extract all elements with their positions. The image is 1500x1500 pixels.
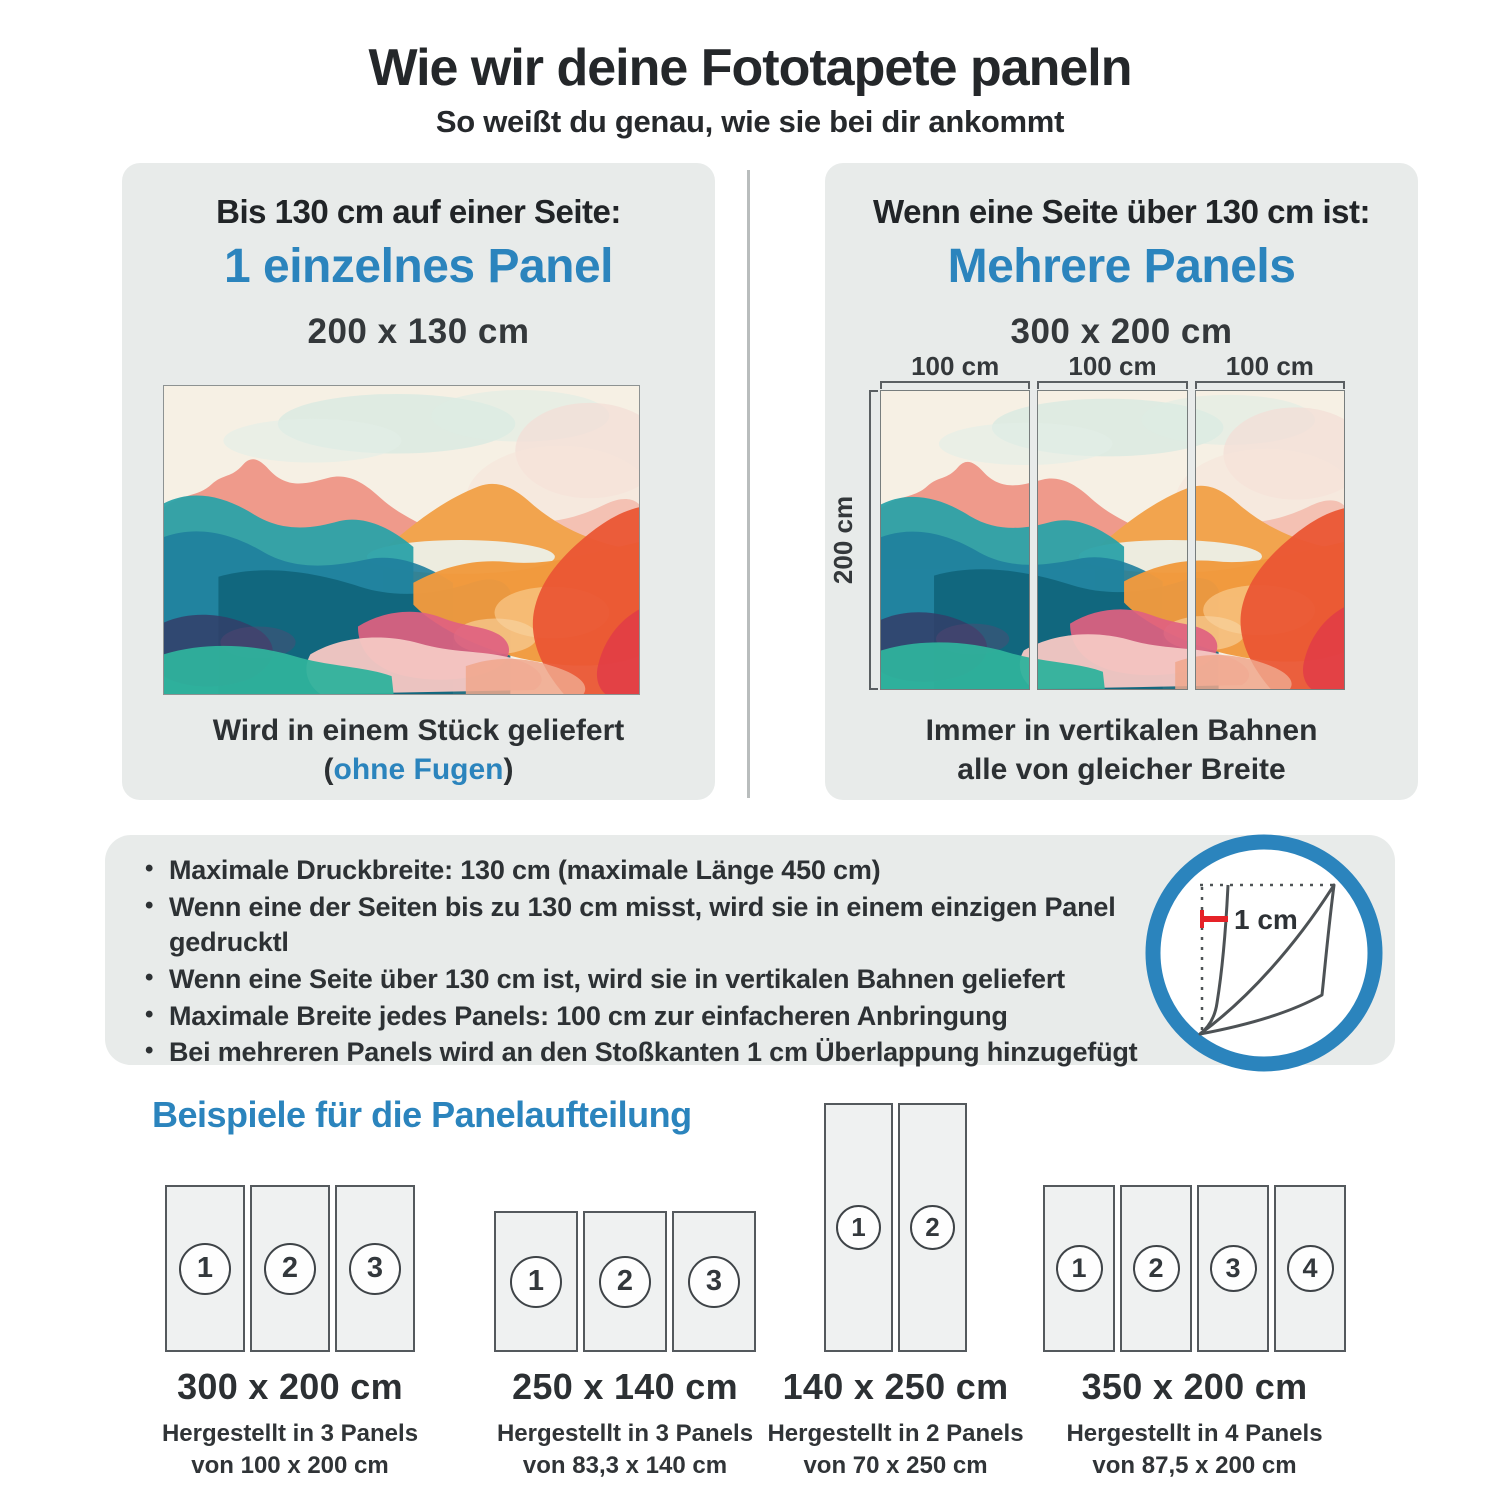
- example-detail-line: von 87,5 x 200 cm: [1092, 1452, 1297, 1480]
- bullet-dot: •: [145, 963, 154, 991]
- info-bullet: • Wenn eine der Seiten bis zu 130 cm misst, wird sie in einem einzigen Panel gedrucktl: [145, 890, 1185, 961]
- wallpaper-panel-slice: [880, 390, 1030, 690]
- caption-highlight: ohne Fugen: [333, 753, 504, 786]
- info-bullet: • Wenn eine Seite über 130 cm ist, wird sie in vertikalen Bahnen geliefert: [145, 962, 1185, 998]
- panel-number-badge: 3: [1210, 1245, 1257, 1292]
- multi-panel-highlight: Mehrere Panels: [947, 240, 1296, 293]
- example-detail-line: Hergestellt in 3 Panels: [161, 1420, 419, 1447]
- panel-height-bracket: [869, 390, 878, 690]
- panel-number-badge: 1: [1056, 1245, 1103, 1292]
- single-panel-heading: Bis 130 cm auf einer Seite:: [216, 193, 621, 230]
- example-detail-line: von 83,3 x 140 cm: [522, 1452, 728, 1480]
- info-bullet-list: [145, 853, 1185, 1072]
- example-detail-line: Hergestellt in 2 Panels: [767, 1420, 1024, 1447]
- panel-number-badge: 2: [264, 1243, 316, 1295]
- caption-line: alle von gleicher Breite: [957, 753, 1286, 786]
- wallpaper-split-preview: [880, 390, 1345, 690]
- single-panel-highlight: 1 einzelnes Panel: [223, 240, 614, 293]
- panel-number-badge: 1: [179, 1243, 231, 1295]
- info-card: [105, 835, 1395, 1068]
- example-panels: [1043, 1185, 1346, 1352]
- bullet-dot: •: [145, 891, 154, 919]
- single-panel-caption: [122, 711, 715, 789]
- overlap-illustration: [1138, 827, 1390, 1079]
- example-size: 140 x 250 cm: [782, 1366, 1009, 1407]
- multi-panel-caption: [825, 711, 1418, 789]
- panel-number-badge: 2: [910, 1205, 955, 1250]
- example-caption: [120, 1366, 460, 1483]
- examples-title: Beispiele für die Panelaufteilung: [152, 1094, 692, 1135]
- panel-thumb: [1197, 1185, 1269, 1352]
- example-panels: [824, 1103, 967, 1352]
- multi-panel-heading: Wenn eine Seite über 130 cm ist:: [873, 193, 1370, 230]
- panel-number-badge: 1: [836, 1205, 881, 1250]
- example-caption: [1025, 1366, 1365, 1483]
- example-size: 300 x 200 cm: [177, 1366, 403, 1407]
- bullet-dot: •: [145, 1037, 154, 1065]
- single-panel-card: [122, 163, 715, 800]
- panel-number-badge: 3: [349, 1243, 401, 1295]
- overlap-circle-ring: [1153, 842, 1375, 1064]
- panel-number-badge: 4: [1287, 1245, 1334, 1292]
- example-caption: [726, 1366, 1066, 1483]
- example-detail-line: Hergestellt in 4 Panels: [1066, 1420, 1323, 1447]
- example-panels: [165, 1185, 415, 1352]
- panel-width-label: 100 cm: [911, 351, 1000, 381]
- wallpaper-panel-slice: [1037, 390, 1187, 690]
- panel-thumb: [583, 1211, 667, 1352]
- info-bullet: • Maximale Breite jedes Panels: 100 cm zur einfacheren Anbringung: [145, 999, 1185, 1035]
- page-title: Wie wir deine Fototapete paneln: [368, 39, 1132, 97]
- caption-line: Wird in einem Stück geliefert: [212, 714, 625, 747]
- panel-thumb: [494, 1211, 578, 1352]
- panel-thumb: [1120, 1185, 1192, 1352]
- width-bracket: [1037, 381, 1187, 389]
- info-bullet: • Maximale Druckbreite: 130 cm (maximale Länge 450 cm): [145, 853, 1185, 889]
- width-bracket: [880, 381, 1030, 389]
- wallpaper-panel-slice: [1195, 390, 1345, 690]
- panel-number-badge: 2: [1133, 1245, 1180, 1292]
- bullet-dot: •: [145, 1000, 154, 1028]
- example-detail-line: von 100 x 200 cm: [191, 1452, 389, 1480]
- wallpaper-preview-image: [163, 385, 640, 695]
- page-subtitle: So weißt du genau, wie sie bei dir ankommt: [435, 104, 1065, 139]
- caption-line: (ohne Fugen): [323, 753, 514, 786]
- panel-width-label: 100 cm: [1225, 351, 1314, 381]
- example-size: 250 x 140 cm: [512, 1366, 738, 1407]
- panel-width-label: 100 cm: [1068, 351, 1157, 381]
- overlap-label: 1 cm: [1234, 904, 1298, 935]
- panel-thumb: [250, 1185, 330, 1352]
- panel-number-badge: 2: [599, 1256, 651, 1308]
- panel-thumb: [335, 1185, 415, 1352]
- single-panel-size: 200 x 130 cm: [307, 312, 530, 351]
- panel-number-badge: 3: [688, 1256, 740, 1308]
- panel-width-labels: [880, 351, 1345, 382]
- example-detail-line: Hergestellt in 3 Panels: [496, 1420, 754, 1447]
- panel-thumb: [1274, 1185, 1346, 1352]
- width-bracket: [1195, 381, 1345, 389]
- example-detail-line: von 70 x 250 cm: [803, 1452, 988, 1480]
- panel-thumb: [672, 1211, 756, 1352]
- panel-thumb: [824, 1103, 893, 1352]
- example-panels: [494, 1211, 756, 1352]
- panel-thumb: [165, 1185, 245, 1352]
- multi-panel-card: [825, 163, 1418, 800]
- panel-thumb: [898, 1103, 967, 1352]
- panel-width-brackets: [880, 381, 1345, 389]
- example-size: 350 x 200 cm: [1081, 1366, 1308, 1407]
- panel-thumb: [1043, 1185, 1115, 1352]
- info-bullet: • Bei mehreren Panels wird an den Stoßkanten 1 cm Überlappung hinzugefügt: [145, 1035, 1185, 1071]
- cards-divider: [747, 170, 750, 798]
- caption-line: Immer in vertikalen Bahnen: [925, 714, 1318, 747]
- panel-number-badge: 1: [510, 1256, 562, 1308]
- bullet-dot: •: [145, 855, 154, 882]
- multi-panel-size: 300 x 200 cm: [1010, 312, 1233, 351]
- panel-height-label: 200 cm: [828, 495, 858, 585]
